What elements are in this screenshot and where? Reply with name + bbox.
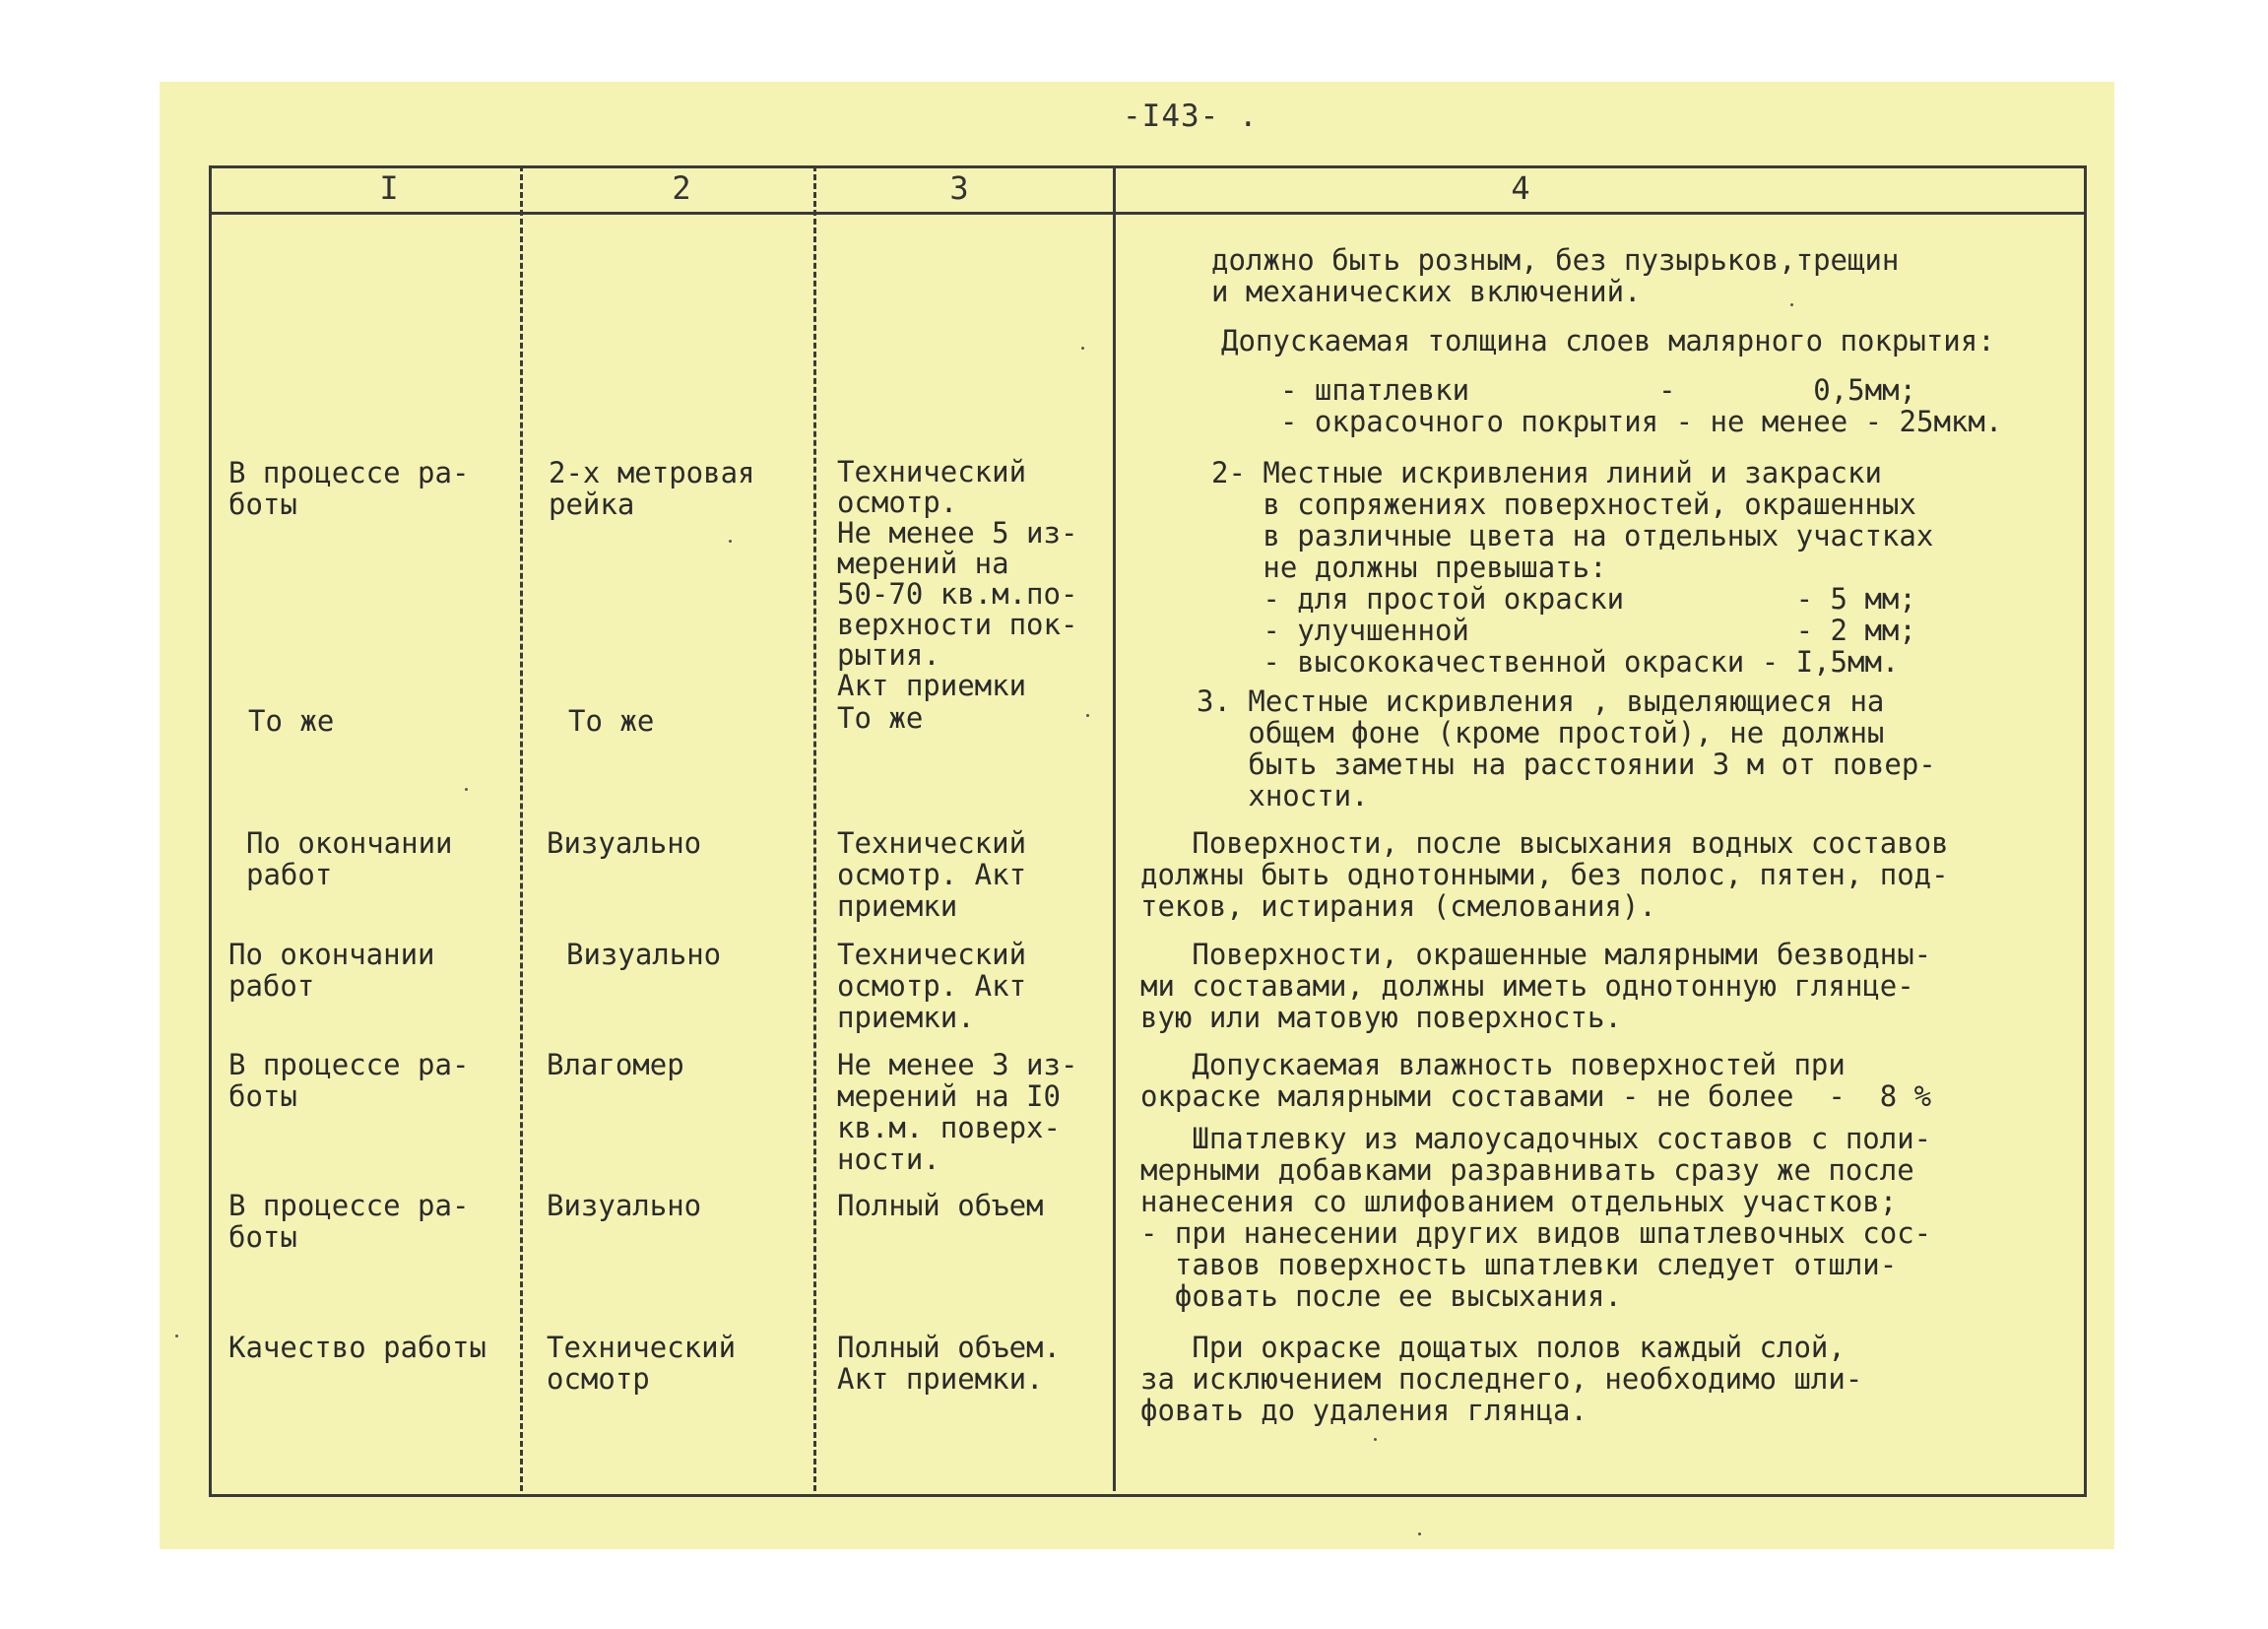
table-row-1-col4: Допускаемая толщина слоев малярного покрытия: xyxy=(1221,324,1995,358)
table-row-3-col4: 2- Местные искривления линий и закраски в сопряжениях поверхностей, окрашенных в различные цвета на отдельных участках не должны превышать: - для простой окраски - 5 мм; - улучшенной - 2 мм; - высококачественной окраски - I,5мм. xyxy=(1211,456,1934,679)
table-row-4-col2: То же xyxy=(568,704,655,738)
scan-speck xyxy=(1790,303,1793,306)
scan-speck xyxy=(729,540,732,543)
table-row-9-col1: Качество работы xyxy=(228,1331,486,1364)
table-row-5-col2: Визуально xyxy=(547,826,702,860)
header-divider xyxy=(209,212,2084,215)
scan-speck xyxy=(1081,347,1084,350)
table-row-8-col3: Полный объем xyxy=(837,1189,1044,1222)
scan-speck xyxy=(175,1335,178,1337)
column-header-1: I xyxy=(379,169,399,207)
column-header-3: 3 xyxy=(949,169,969,207)
scan-speck xyxy=(465,788,468,791)
table-row-9-col4: При окраске дощатых полов каждый слой, за исключением последнего, необходимо шли- фовать до удаления глянца. xyxy=(1140,1331,1863,1427)
scan-speck xyxy=(1418,1532,1421,1535)
table-row-6-col1: По окончании работ xyxy=(228,938,435,1003)
table-row-8-col4: Шпатлевку из малоусадочных составов с поли- мерными добавками разравнивать сразу же после нанесения со шлифованием отдельных участков; - при нанесении других видов шпатлевочных сос- тавов поверхность шпатлевки следует отшли- фовать после ее высыхания. xyxy=(1140,1122,1932,1313)
table-row-4-col4: 3. Местные искривления , выделяющиеся на общем фоне (кроме простой), не должны быть заметны на расстоянии 3 м от повер- хности. xyxy=(1197,684,1936,813)
table-row-5-col3: Технический осмотр. Акт приемки xyxy=(837,826,1027,923)
table-row-3-col3: Технический осмотр. Не менее 5 из- мерений на 50-70 кв.м.по- верхности пок- рытия. Акт приемки xyxy=(837,455,1078,702)
table-row-7-col1: В процессе ра- боты xyxy=(228,1048,470,1113)
table-row-9-col3: Полный объем. Акт приемки. xyxy=(837,1331,1061,1396)
column-divider-1 xyxy=(520,165,523,1491)
table-row-3-col2: 2-х метровая рейка xyxy=(549,456,755,521)
table-row-7-col2: Влагомер xyxy=(547,1048,684,1081)
page-number: -I43- . xyxy=(1123,98,1259,134)
table-row-8-col2: Визуально xyxy=(547,1189,702,1222)
table-row-3-col1: В процессе ра- боты xyxy=(228,456,470,521)
table-row-4-col1: То же xyxy=(248,704,335,738)
table-row-9-col2: Технический осмотр xyxy=(547,1331,737,1396)
table-row-6-col4: Поверхности, окрашенные малярными безводны- ми составами, должны иметь однотонную глянце- вую или матовую поверхность. xyxy=(1140,938,1932,1034)
table-row-6-col3: Технический осмотр. Акт приемки. xyxy=(837,938,1027,1034)
column-header-4: 4 xyxy=(1511,169,1530,207)
table-row-0-col4: должно быть розным, без пузырьков,трещин и механических включений. xyxy=(1211,243,1900,308)
column-divider-3 xyxy=(1113,165,1116,1491)
scan-speck xyxy=(1374,1438,1377,1441)
column-divider-2 xyxy=(813,165,816,1491)
table-row-6-col2: Визуально xyxy=(566,938,722,971)
table-row-2-col4: - шпатлевки - 0,5мм; - окрасочного покрытия - не менее - 25мкм. xyxy=(1280,373,2003,438)
scan-speck xyxy=(1086,714,1089,717)
table-row-8-col1: В процессе ра- боты xyxy=(228,1189,470,1254)
table-row-4-col3: То же xyxy=(837,701,924,735)
table-row-7-col4: Допускаемая влажность поверхностей при окраске малярными составами - не более - 8 % xyxy=(1140,1048,1932,1113)
table-row-7-col3: Не менее 3 из- мерений на I0 кв.м. поверх- ности. xyxy=(837,1048,1078,1176)
column-header-2: 2 xyxy=(672,169,691,207)
table-row-5-col1: По окончании работ xyxy=(246,826,453,891)
table-row-5-col4: Поверхности, после высыхания водных составов должны быть однотонными, без полос, пятен, под- теков, истирания (смелования). xyxy=(1140,826,1949,923)
